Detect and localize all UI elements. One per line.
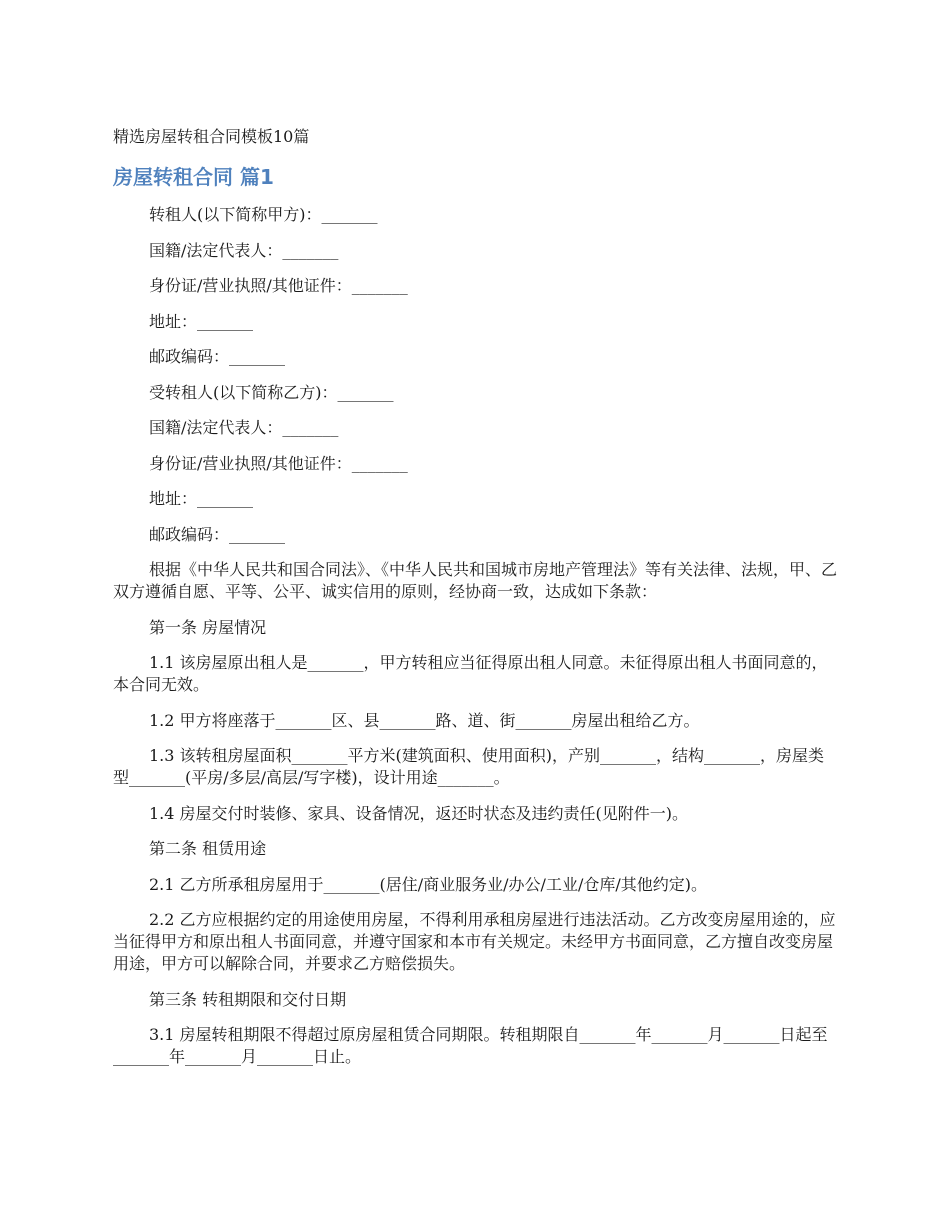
preamble-paragraph: 根据《中华人民共和国合同法》、《中华人民共和国城市房地产管理法》等有关法律、法规，甲、乙双方遵循自愿、平等、公平、诚实信用的原则，经协商一致，达成如下条款： (113, 560, 838, 601)
article-1-heading: 第一条 房屋情况 (149, 617, 267, 637)
document-body (113, 204, 839, 1082)
article-3-heading: 第三条 转租期限和交付日期 (149, 989, 347, 1009)
section-heading: 房屋转租合同 篇1 (113, 165, 274, 189)
sublessee-address-field: 地址：_______ (149, 489, 254, 508)
document-title: 精选房屋转租合同模板10篇 (113, 127, 310, 146)
clause-1-3: 1.3 该转租房屋面积_______平方米(建筑面积、使用面积)，产别_______，结构_______，房屋类型_______(平房/多层/高层/写字楼)，设计用途_______。 (113, 746, 825, 787)
sublessor-address-field: 地址：_______ (149, 311, 254, 331)
sublessee-nationality-field: 国籍/法定代表人：_______ (149, 418, 339, 437)
clause-2-2: 2.2 乙方应根据约定的用途使用房屋，不得利用承租房屋进行违法活动。乙方改变房屋用途的，应当征得甲方和原出租人书面同意，并遵守国家和本市有关规定。未经甲方书面同意，乙方擅自改变房屋用途，甲方可以解除合同，并要求乙方赔偿损失。 (113, 910, 836, 973)
sublessee-field: 受转租人(以下简称乙方)：_______ (149, 382, 394, 402)
clause-1-2: 1.2 甲方将座落于_______区、县_______路、道、街_______房屋出租给乙方。 (149, 710, 700, 730)
sublessee-id-field: 身份证/营业执照/其他证件：_______ (149, 453, 408, 473)
clause-1-4: 1.4 房屋交付时装修、家具、设备情况，返还时状态及违约责任(见附件一)。 (149, 803, 689, 823)
article-2-heading: 第二条 租赁用途 (149, 839, 267, 858)
clause-1-1: 1.1 该房屋原出租人是_______，甲方转租应当征得原出租人同意。未征得原出租人书面同意的，本合同无效。 (113, 653, 828, 694)
sublessor-postcode-field: 邮政编码：_______ (149, 347, 286, 366)
clause-3-1: 3.1 房屋转租期限不得超过原房屋租赁合同期限。转租期限自_______年_______月_______日起至_______年_______月_______日止。 (113, 1025, 828, 1066)
clause-2-1: 2.1 乙方所承租房屋用于_______(居住/商业服务业/办公/工业/仓库/其他约定)。 (149, 874, 707, 894)
sublessor-nationality-field: 国籍/法定代表人：_______ (149, 240, 339, 260)
sublessee-postcode-field: 邮政编码：_______ (149, 524, 286, 544)
sublessor-id-field: 身份证/营业执照/其他证件：_______ (149, 276, 408, 295)
sublessor-field: 转租人(以下简称甲方)：_______ (149, 205, 378, 224)
